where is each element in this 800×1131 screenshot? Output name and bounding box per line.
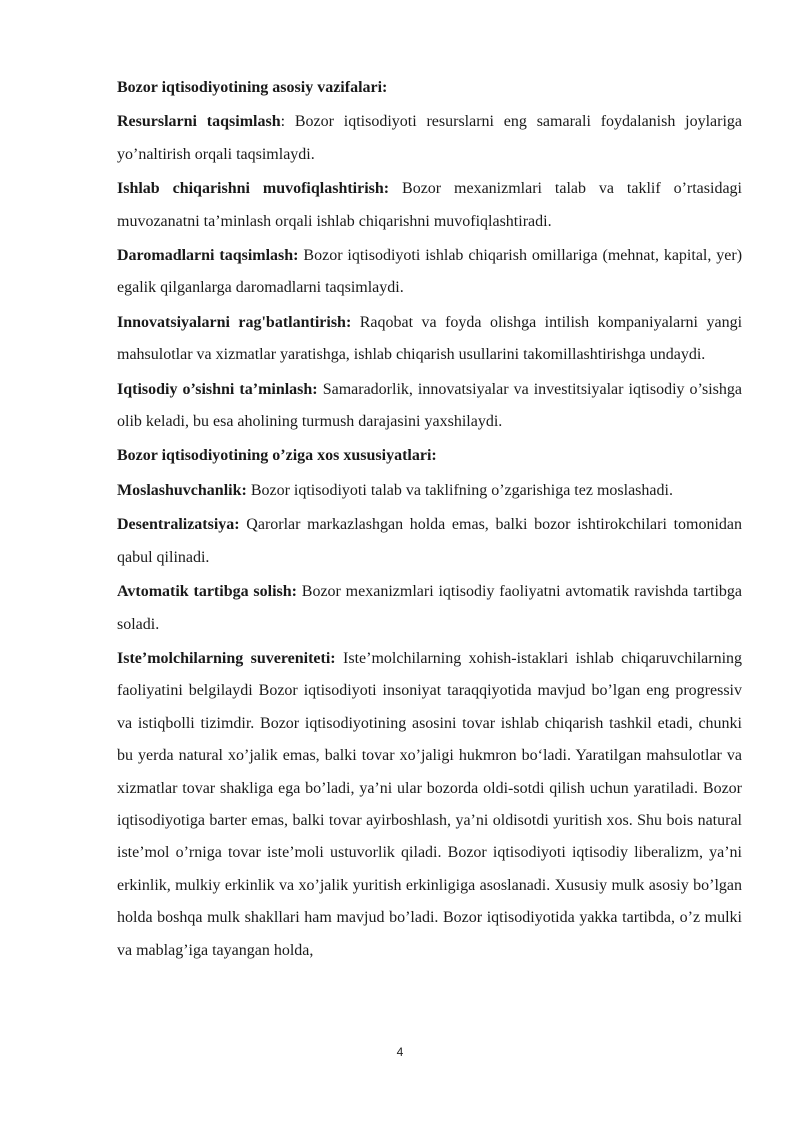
list-item-flexibility: [117, 475, 742, 507]
list-item-income-distribution: [117, 240, 742, 305]
term-description: Bozor mexanizmlari talab va taklif o’rtasidagi muvozanatni ta’minlash orqali ishlab chiqarishni muvofiqlashtiradi.: [117, 180, 742, 230]
term-description: Samaradorlik, innovatsiyalar va investitsiyalar iqtisodiy o’sishga olib keladi, bu esa aholining turmush darajasini yaxshilaydi.: [117, 380, 743, 431]
term-label: Innovatsiyalarni rag'batlantirish:: [117, 313, 352, 331]
list-item-production-coordination: [117, 173, 742, 238]
term-label: Iqtisodiy o’sishni ta’minlash:: [117, 380, 318, 398]
term-description: Bozor iqtisodiyoti ishlab chiqarish omillariga (mehnat, kapital, yer) egalik qilganlarga daromadlarni taqsimlaydi.: [117, 247, 743, 297]
term-label: Resurslarni taqsimlash: [117, 113, 281, 131]
term-label: Daromadlarni taqsimlash:: [117, 247, 299, 265]
term-label: Moslashuvchanlik:: [117, 481, 247, 499]
list-item-resource-allocation: [117, 106, 742, 171]
term-label: Iste’molchilarning suvereniteti:: [117, 649, 336, 667]
term-separator: :: [280, 113, 295, 131]
term-description: Iste’molchilarning xohish-istaklari ishlab chiqaruvchilarning faoliyatini belgilaydi Bozor iqtisodiyoti insoniyat taraqqiyotida mavjud bo’lgan eng progressiv va istiqbolli tizimdir. Bozor iqtisodiyotining asosini tovar ishlab chiqarish tashkil etadi, chunki bu yerda natural xo’jalik emas, balki tovar xo’jaligi hukmron bo‘ladi. Yaratilgan mahsulotlar va xizmatlar tovar shakliga ega bo’ladi, ya’ni ular bozorda oldi-sotdi qilish uchun yaratiladi. Bozor iqtisodiyotiga barter emas, balki tovar ayirboshlash, ya’ni oldisotdi yuritish xos. Shu bois natural iste’mol o’rniga tovar iste’moli ustuvorlik qiladi. Bozor iqtisodiyoti iqtisodiy liberalizm, ya’ni erkinlik, mulkiy erkinlik va xo’jalik yuritish erkinligiga asoslanadi. Xususiy mulk asosiy bo’lgan holda boshqa mulk shakllari ham mavjud bo’ladi. Bozor iqtisodiyotida yakka tartibda, o’z mulki va mablag’iga tayangan holda,: [117, 649, 743, 959]
term-description: Bozor iqtisodiyoti resurslarni eng samarali foydalanish joylariga yo’naltirish orqali taqsimlaydi.: [117, 113, 743, 163]
term-description: Bozor iqtisodiyoti talab va taklifning o’zgarishiga tez moslashadi.: [250, 481, 673, 499]
list-item-economic-growth: [117, 374, 742, 439]
term-label: Avtomatik tartibga solish:: [117, 583, 297, 601]
list-item-innovation-incentive: [117, 307, 742, 372]
document-page: [117, 72, 742, 969]
list-item-decentralization: [117, 509, 742, 574]
term-description: Qarorlar markazlashgan holda emas, balki bozor ishtirokchilari tomonidan qabul qilinadi.: [117, 516, 743, 566]
section-heading-features: Bozor iqtisodiyotining o’ziga xos xususiyatlari:: [117, 447, 437, 465]
term-separator: [336, 650, 343, 667]
section-heading-main-functions: Bozor iqtisodiyotining asosiy vazifalari:: [117, 79, 388, 96]
list-item-consumer-sovereignty: [117, 643, 742, 967]
term-separator: [389, 180, 402, 197]
term-label: Ishlab chiqarishni muvofiqlashtirish:: [117, 180, 390, 198]
term-description: Raqobat va foyda olishga intilish kompaniyalarni yangi mahsulotlar va xizmatlar yaratishga, ishlab chiqarish usullarini takomillashtirishga undaydi.: [117, 313, 743, 364]
term-label: Desentralizatsiya:: [117, 516, 240, 534]
term-description: Bozor mexanizmlari iqtisodiy faoliyatni avtomatik ravishda tartibga soladi.: [117, 583, 743, 633]
page-number: 4: [396, 1045, 404, 1059]
term-separator: [351, 314, 359, 331]
list-item-automatic-regulation: [117, 576, 742, 641]
